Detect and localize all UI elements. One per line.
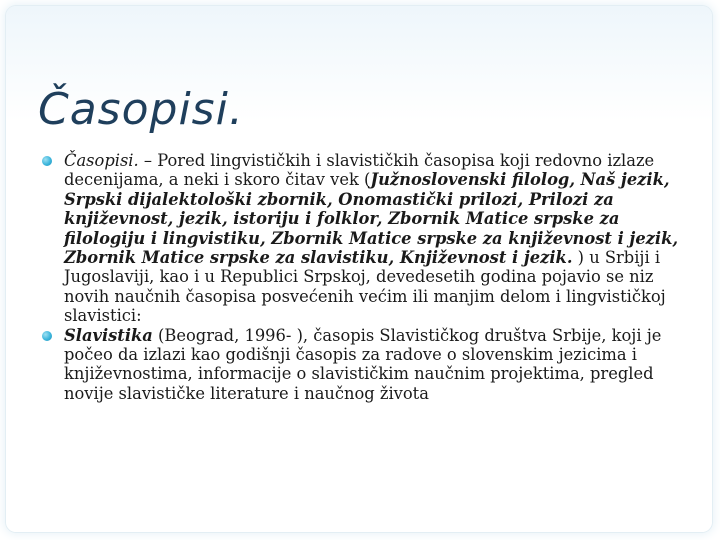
journal-list: Južnoslovenski filolog, Naš jezik, Srpski dijalektološki zbornik, Onomastički prilozi, Prilozi za književnost, jezik, istoriju i folklor, Zbornik Matice srpske za filologiju i lingvistiku, Zbornik Matice srpske za književnost i jezik, Zbornik Matice srpske za slavistiku, Književnost i jezik. <box>64 170 679 268</box>
bullet-text-continued: ) u Srbiji i Jugoslaviji, kao i u Republici Srpskoj, devedesetih godina pojavio se niz novih naučnih časopisa posvećenih većim ili manjim delom i lingvističkoj slavistici: <box>64 248 666 326</box>
bullet-text: (Beograd, 1996- ), časopis Slavističkog društva Srbije, koji je počeo da izlazi kao godišnji časopis za radove o slovenskim jezicima i književnostima, informacije o slavističkim naučnim projektima, pregled novije slavističke literature i naučnog života <box>64 325 662 403</box>
bullet-dot-icon <box>42 156 52 166</box>
bullet-dot-icon <box>42 331 52 341</box>
journal-name: Slavistika <box>64 325 153 345</box>
bullet-lead: Časopisi. <box>64 151 139 170</box>
slide-content <box>40 151 690 403</box>
bullet-item-slavistika <box>40 326 690 404</box>
bullet-text: – Pored lingvističkih i slavističkih časopisa koji redovno izlaze decenijama, a neki i skoro čitav vek ( <box>64 151 655 190</box>
slide-title: Časopisi. <box>38 84 244 135</box>
bullet-item-casopisi <box>40 151 690 326</box>
